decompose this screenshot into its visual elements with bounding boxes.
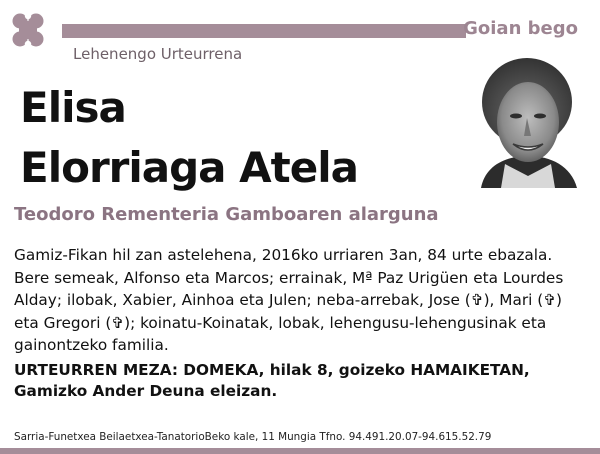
widow-of-line: Teodoro Rementeria Gamboaren alarguna — [14, 204, 439, 225]
obituary-text — [14, 244, 590, 357]
anniversary-subtitle: Lehenengo Urteurrena — [73, 45, 243, 63]
portrait-photo — [475, 56, 581, 188]
header-bar — [62, 24, 466, 38]
deceased-surnames: Elorriaga Atela — [20, 143, 358, 192]
obituary-paragraph: Gamiz-Fikan hil zan astelehena, 2016ko urriaren 3an, 84 urte ebazala. Bere semeak, Alfonso eta Marcos; errainak, Mª Paz Urigüen eta Lourdes Alday; ilobak, Xabier, Ainhoa eta Julen; neba-arrebak, Jose (✞), Mari (✞) eta Gregori (✞); koinatu-Koinatak, lobak, lehengusu-lehengusinak eta gainontzeko familia. — [14, 246, 564, 355]
funeral-home-footer: Sarria-Funetxea Beilaetxea-TanatorioBeko kale, 11 Mungia Tfno. 94.491.20.07-94.615.52.79 — [14, 431, 492, 443]
memorial-mass-info: URTEURREN MEZA: DOMEKA, hilak 8, goizeko HAMAIKETAN, Gamizko Ander Deuna eleizan. — [14, 361, 530, 400]
header-tag: Goian bego — [463, 18, 578, 39]
deceased-first-name: Elisa — [20, 83, 126, 132]
bottom-bar — [0, 448, 600, 454]
lauburu-icon — [6, 8, 50, 52]
